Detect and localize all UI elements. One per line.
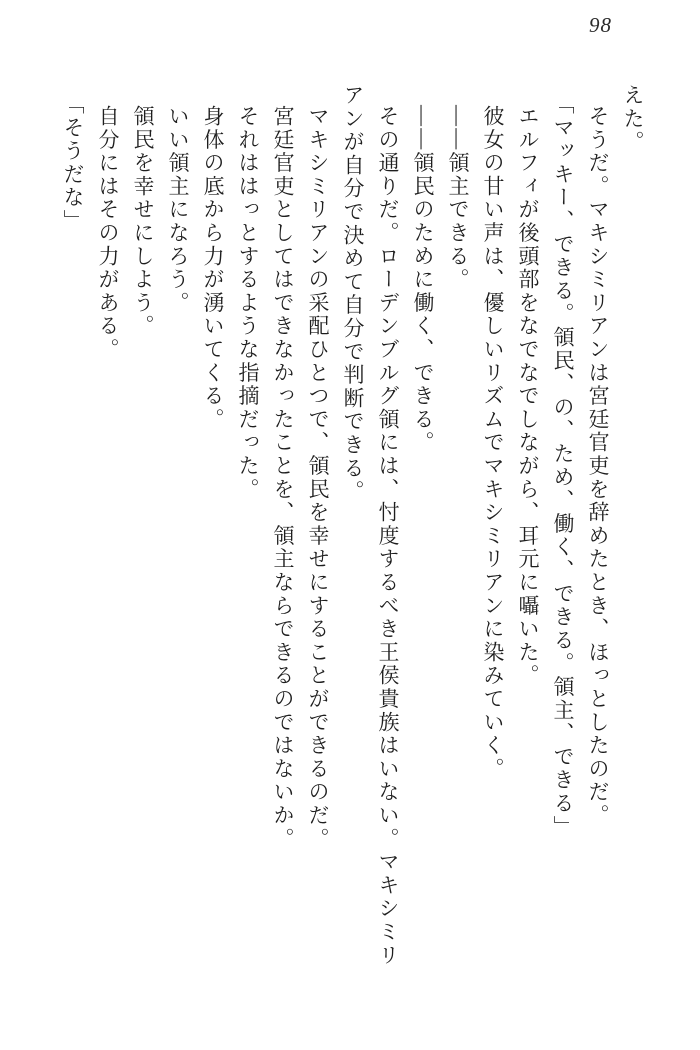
- dialogue-line: 「マッキー、できる。領民、の、ため、働く、できる。領主、できる」: [551, 93, 575, 840]
- inner-voice-line: ――領主できる。: [446, 105, 470, 292]
- paragraph: 身体の底から力が湧いてくる。: [201, 105, 225, 432]
- paragraph: 宮廷官吏としてはできなかったことを、領主ならできるのではないか。: [271, 105, 295, 851]
- paragraph: そうだ。マキシミリアンは宮廷官吏を辞めたとき、ほっとしたのだ。: [586, 105, 610, 828]
- paragraph: エルフィが後頭部をなでなでしながら、耳元に囁いた。: [516, 105, 540, 688]
- paragraph: 領民を幸せにしよう。: [131, 105, 155, 338]
- paragraph: 自分にはその力がある。: [96, 105, 120, 362]
- inner-voice-line: ――領民のために働く、できる。: [411, 105, 435, 455]
- paragraph: それははっとするような指摘だった。: [236, 105, 260, 502]
- paragraph: 彼女の甘い声は、優しいリズムでマキシミリアンに染みていく。: [481, 105, 505, 781]
- paragraph: いい領主になろう。: [166, 105, 190, 315]
- paragraph-continuation: えた。: [621, 84, 645, 154]
- page-number: 98: [589, 13, 612, 37]
- dialogue-line: 「そうだな」: [61, 93, 85, 234]
- paragraph: その通りだ。ローデンブルグ領には、忖度するべき王侯貴族はいない。マキシミリアンが自分で決めて自分で判断できる。: [341, 84, 400, 968]
- page-text: [50, 84, 650, 974]
- paragraph: マキシミリアンの采配ひとつで、領民を幸せにすることができるのだ。: [306, 105, 330, 851]
